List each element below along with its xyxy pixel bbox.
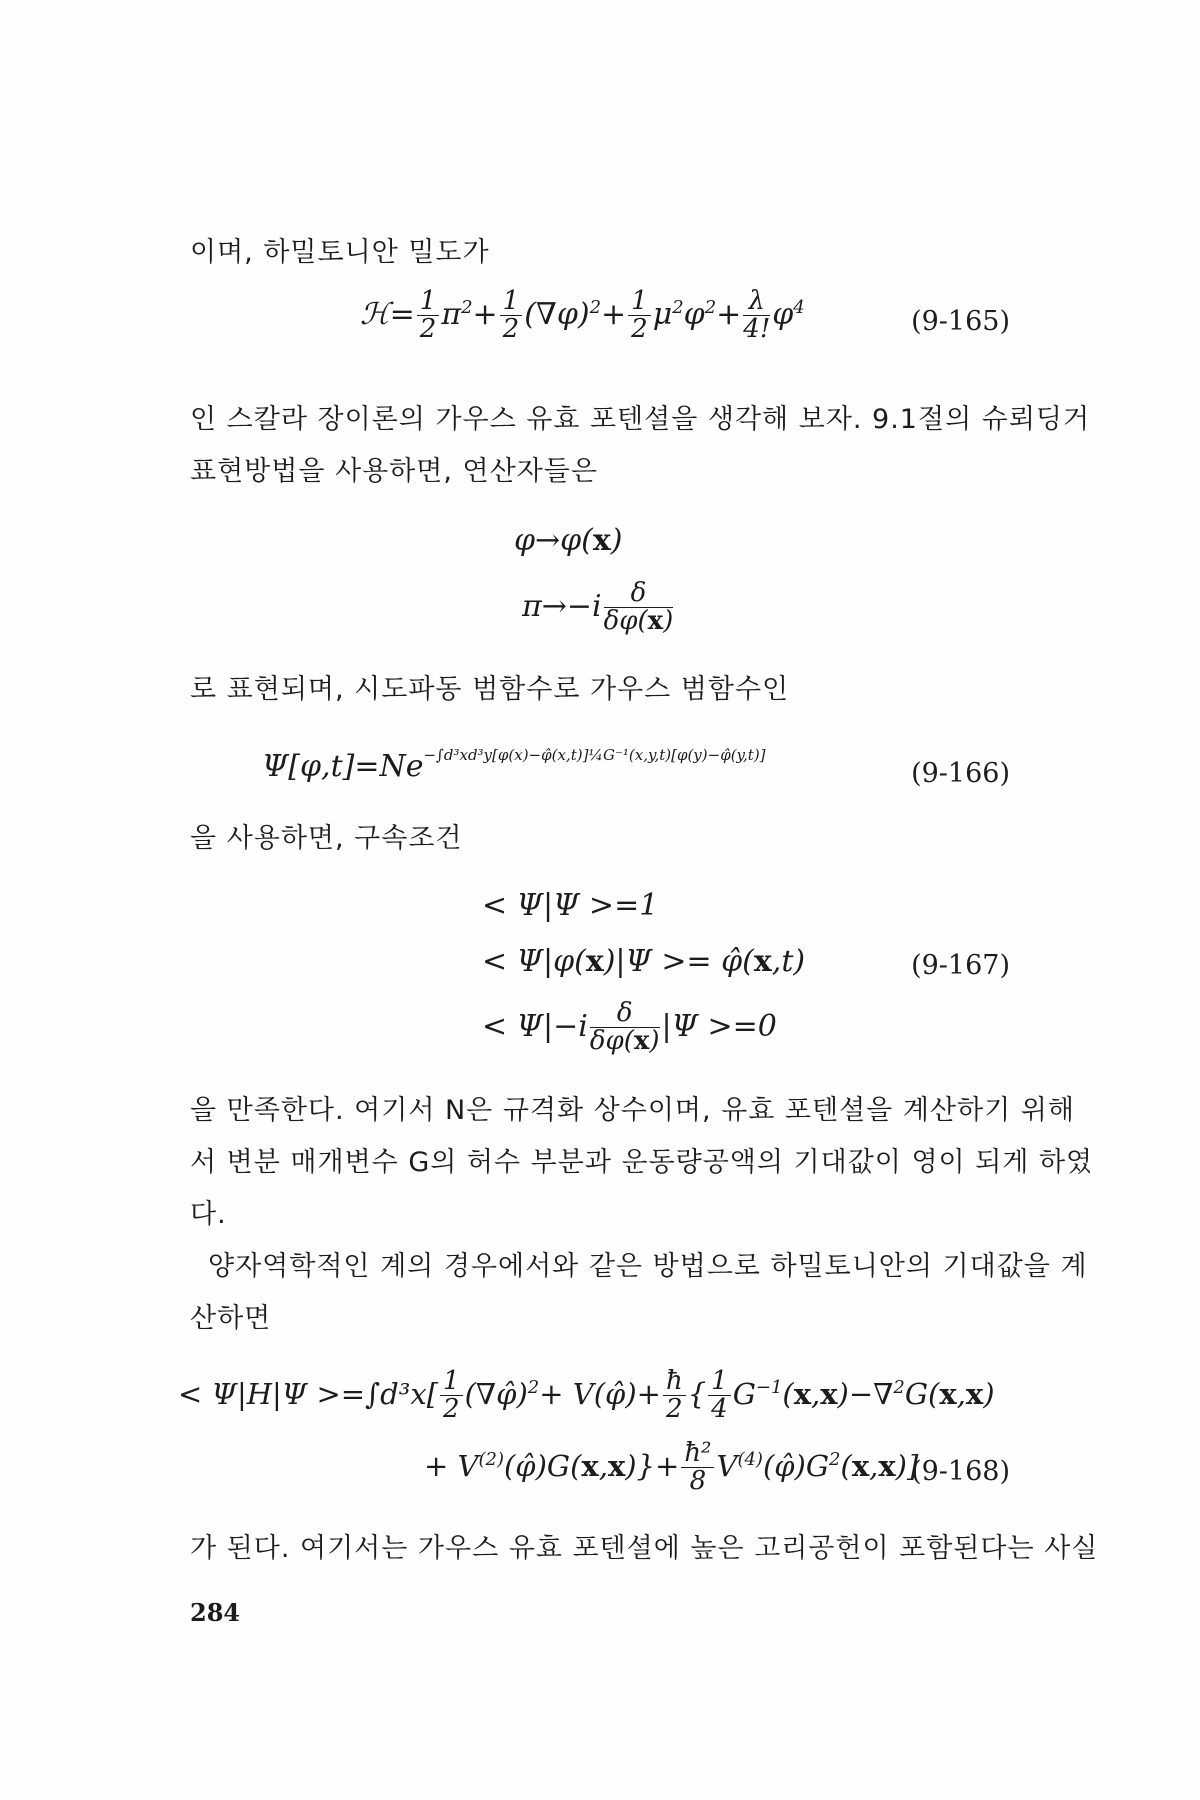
paragraph-intro: 이며, 하밀토니안 밀도가 [190,237,490,268]
paragraph-line: 산하면 [190,1303,272,1334]
paragraph-line: 다. [190,1199,227,1230]
equation-number-9-165: (9-165) [911,306,1010,337]
page-number: 284 [190,1598,241,1627]
paragraph-line: 표현방법을 사용하면, 연산자들은 [190,456,598,487]
operator-phi: φ→φ(x) [514,523,623,558]
paragraph-line: 가 된다. 여기서는 가우스 유효 포텐셜에 높은 고리공헌이 포함된다는 사실 [190,1533,1099,1564]
equation-9-165: ℋ= $\frac{1}{2}$ $\pi^2+$ $\frac{1}{2}$ $(\nabla\varphi)^2+$ $\frac{1}{2}$ $\mu^2\varphi^2+$ $\frac{\lambda}{4!}$ $\varphi^4$ [360,286,805,345]
paragraph-line: 로 표현되며, 시도파동 범함수로 가우스 범함수인 [190,674,790,705]
equation-9-168-line2: + $V^{(2)}(\varphî)G(x,x)\}+$ $\frac{\text{ħ²}}{8}$ $V^{(4)}(\varphî)G^2(x,x)$] [424,1438,919,1497]
equation-number-9-167: (9-167) [911,950,1010,981]
equation-9-166: $\Psi[\varphi,t]=Ne^{-\int d^3xd^3y[\varphi(x)-\varphî(x,t)]\frac{1}{4}G^{-1}(x,y,t)[\varphi(y)-\varphî(y,t)]}$ [262,746,766,784]
equation-9-167-line3: < Ψ|−i $\frac{\delta}{\delta\varphi(x)}$ |Ψ >=0 [482,998,777,1057]
equation-number-9-166: (9-166) [911,758,1010,789]
operator-pi: π→−i $\frac{\delta}{\delta\varphi(x)}$ [522,578,674,637]
equation-9-168-line1: < Ψ|H|Ψ >=∫d³x[ $\frac{1}{2}$ (∇φ̂)$^2$+ V(φ̂)+ $\frac{ħ}{2}$ { $\frac{1}{4}$ $G^{-1}(x,x)-\nabla^2G(x,x)$ [178,1366,995,1425]
paragraph-line: 을 사용하면, 구속조건 [190,823,463,854]
equation-9-167-line1: < Ψ|Ψ >=1 [482,888,659,923]
paragraph-line: 서 변분 매개변수 G의 허수 부분과 운동량공액의 기대값이 영이 되게 하였 [190,1147,1094,1178]
paragraph-line: 양자역학적인 계의 경우에서와 같은 방법으로 하밀토니안의 기대값을 계 [208,1251,1088,1282]
equation-number-9-168: (9-168) [911,1456,1010,1487]
equation-9-167-line2: < Ψ|φ(x)|Ψ >= φ̂(x,t) [482,944,806,979]
paragraph-line: 을 만족한다. 여기서 N은 규격화 상수이며, 유효 포텐셜을 계산하기 위해 [190,1095,1075,1126]
paragraph-line: 인 스칼라 장이론의 가우스 유효 포텐셜을 생각해 보자. 9.1절의 슈뢰딩거 [190,404,1091,435]
